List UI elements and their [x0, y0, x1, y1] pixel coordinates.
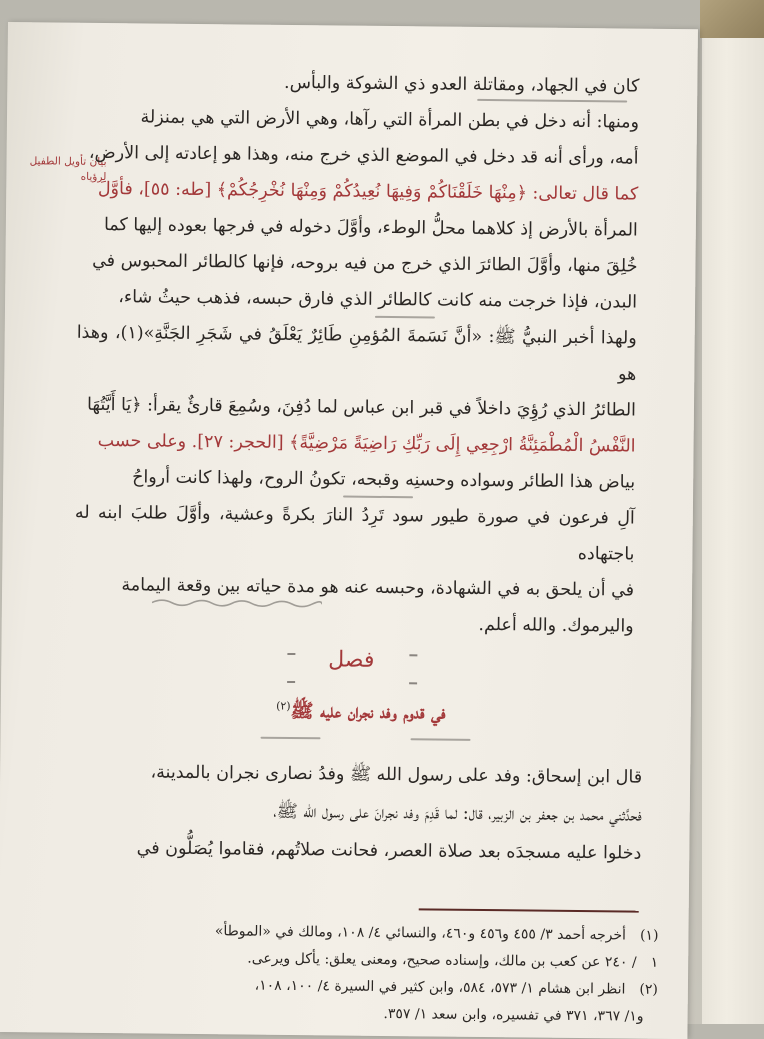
text-line: بياض هذا الطائر وسواده وحسنِه وقبحه، تكونُ الروح، ولهذا كانت أرواحُ — [75, 459, 635, 501]
section-title: فصل — [281, 647, 421, 673]
section-bracket-right — [409, 654, 417, 684]
text-line: ومنها: أنه دخل في بطن المرأة التي رآها، وهي الأرض التي هي بمنزلة — [79, 99, 639, 141]
text-line: البدن، فإذا خرجت منه كانت كالطائر الذي فارق حبسه، فذهب حيثُ شاء، — [77, 279, 637, 321]
text-line: ولهذا أخبر النبيُّ ﷺ: «أنَّ نَسَمةَ المُؤمِنِ طَائِرٌ يَعْلَقُ في شَجَرِ الجَنَّةِ»(١)، وهذا هو — [76, 315, 637, 393]
footnote-rule — [419, 908, 639, 912]
book-page — [0, 22, 698, 1039]
footnote-text: و١/ ٣٦٧، ٣٧١ في تفسيره، وابن سعد ١/ ٣٥٧. — [383, 1006, 643, 1025]
footnote-number: (١) — [640, 928, 659, 944]
background-corner — [700, 0, 764, 38]
pencil-underline — [411, 738, 471, 741]
text-line: فحدَّثني محمد بن جعفر بن الزبير، قال: لما قَدِمَ وفد نجرانَ على رسول الله ﷺ، — [72, 791, 642, 835]
text-line: المرأة بالأرض إذ كلاهما محلُّ الوطء، وأوَّلَ دخوله في فرجها بعوده إليها كما — [78, 207, 638, 249]
text-line: دخلوا عليه مسجدَه بعد صلاة العصر، فحانت صلاتُهم، فقاموا يُصَلُّون في — [71, 829, 641, 873]
section-body — [71, 753, 642, 873]
text-line: أمه، ورأى أنه قد دخل في الموضع الذي خرج منه، وهذا هو إعادته إلى الأرض، — [78, 135, 638, 177]
section-bracket-left — [287, 653, 295, 683]
text-line: في أن يلحق به في الشهادة، وحبسه عنه هو مدة حياته بين وقعة اليمامة — [74, 567, 634, 609]
text-line: كان في الجهاد، ومقاتلة العدو ذي الشوكة والبأس. — [79, 63, 639, 105]
footnote-number: (٢) — [639, 982, 658, 998]
subheading-text: في قدوم وفد نجران عليه ﷺ — [290, 700, 445, 724]
main-text — [74, 63, 640, 645]
text-line: قال ابن إسحاق: وفد على رسول الله ﷺ وفدُ نصارى نجران بالمدينة، — [72, 753, 642, 797]
footnote-ref: (٢) — [276, 700, 291, 713]
footnote-line — [78, 998, 658, 1031]
text-line: الطائرُ الذي رُؤِيَ داخلاً في قبر ابن عباس لما دُفِنَ، وسُمِعَ قارئٌ يقرأ: ﴿يَا أَيَّتُهَا — [76, 387, 636, 429]
facing-page-edge — [702, 0, 764, 1024]
text-line: آلِ فرعون في صورة طيور سود تَرِدُ النارَ بكرةً وعشية، وأوَّلَ طلبَ ابنه له باجتهاده — [74, 495, 635, 573]
footnote-text: انظر ابن هشام ١/ ٥٧٣، ٥٨٤، وابن كثير في السيرة ٤/ ١٠٠، ١٠٨، — [255, 978, 626, 998]
footnote-text: ١/ ٢٤٠ عن كعب بن مالك، وإسناده صحيح، ومعنى يعلق: يأكل ويرعى. — [247, 951, 658, 971]
footnotes — [78, 917, 659, 1031]
text-line: واليرموك. والله أعلم. — [74, 603, 634, 645]
text-line-quran: النَّفْسُ الْمُطْمَئِنَّةُ ارْجِعِي إِلَى رَبِّكِ رَاضِيَةً مَرْضِيَّةً﴾ [الحجر: ٢٧]. وعلى حسب — [75, 423, 635, 465]
subheading — [201, 698, 521, 729]
pencil-wavy-underline — [152, 598, 322, 610]
text-line: خُلِقَ منها، وأوَّلَ الطائرَ الذي خرج من فيه بروحه، فإنها كالطائر المحبوس في — [77, 243, 637, 285]
footnote-text: أخرجه أحمد ٣/ ٤٥٥ و٤٥٦ و٤٦٠، والنسائي ٤/ ١٠٨، ومالك في «الموطأ» — [215, 923, 626, 943]
margin-note: بيان تأويل الطفيل لرؤياه — [26, 154, 106, 185]
text-line-quran: كما قال تعالى: ﴿مِنْهَا خَلَقْنَاكُمْ وَفِيهَا نُعِيدُكُمْ وَمِنْهَا نُخْرِجُكُمْ﴾ [طه: ٥٥]، فأوَّلَ — [78, 171, 638, 213]
pencil-underline — [261, 737, 321, 740]
